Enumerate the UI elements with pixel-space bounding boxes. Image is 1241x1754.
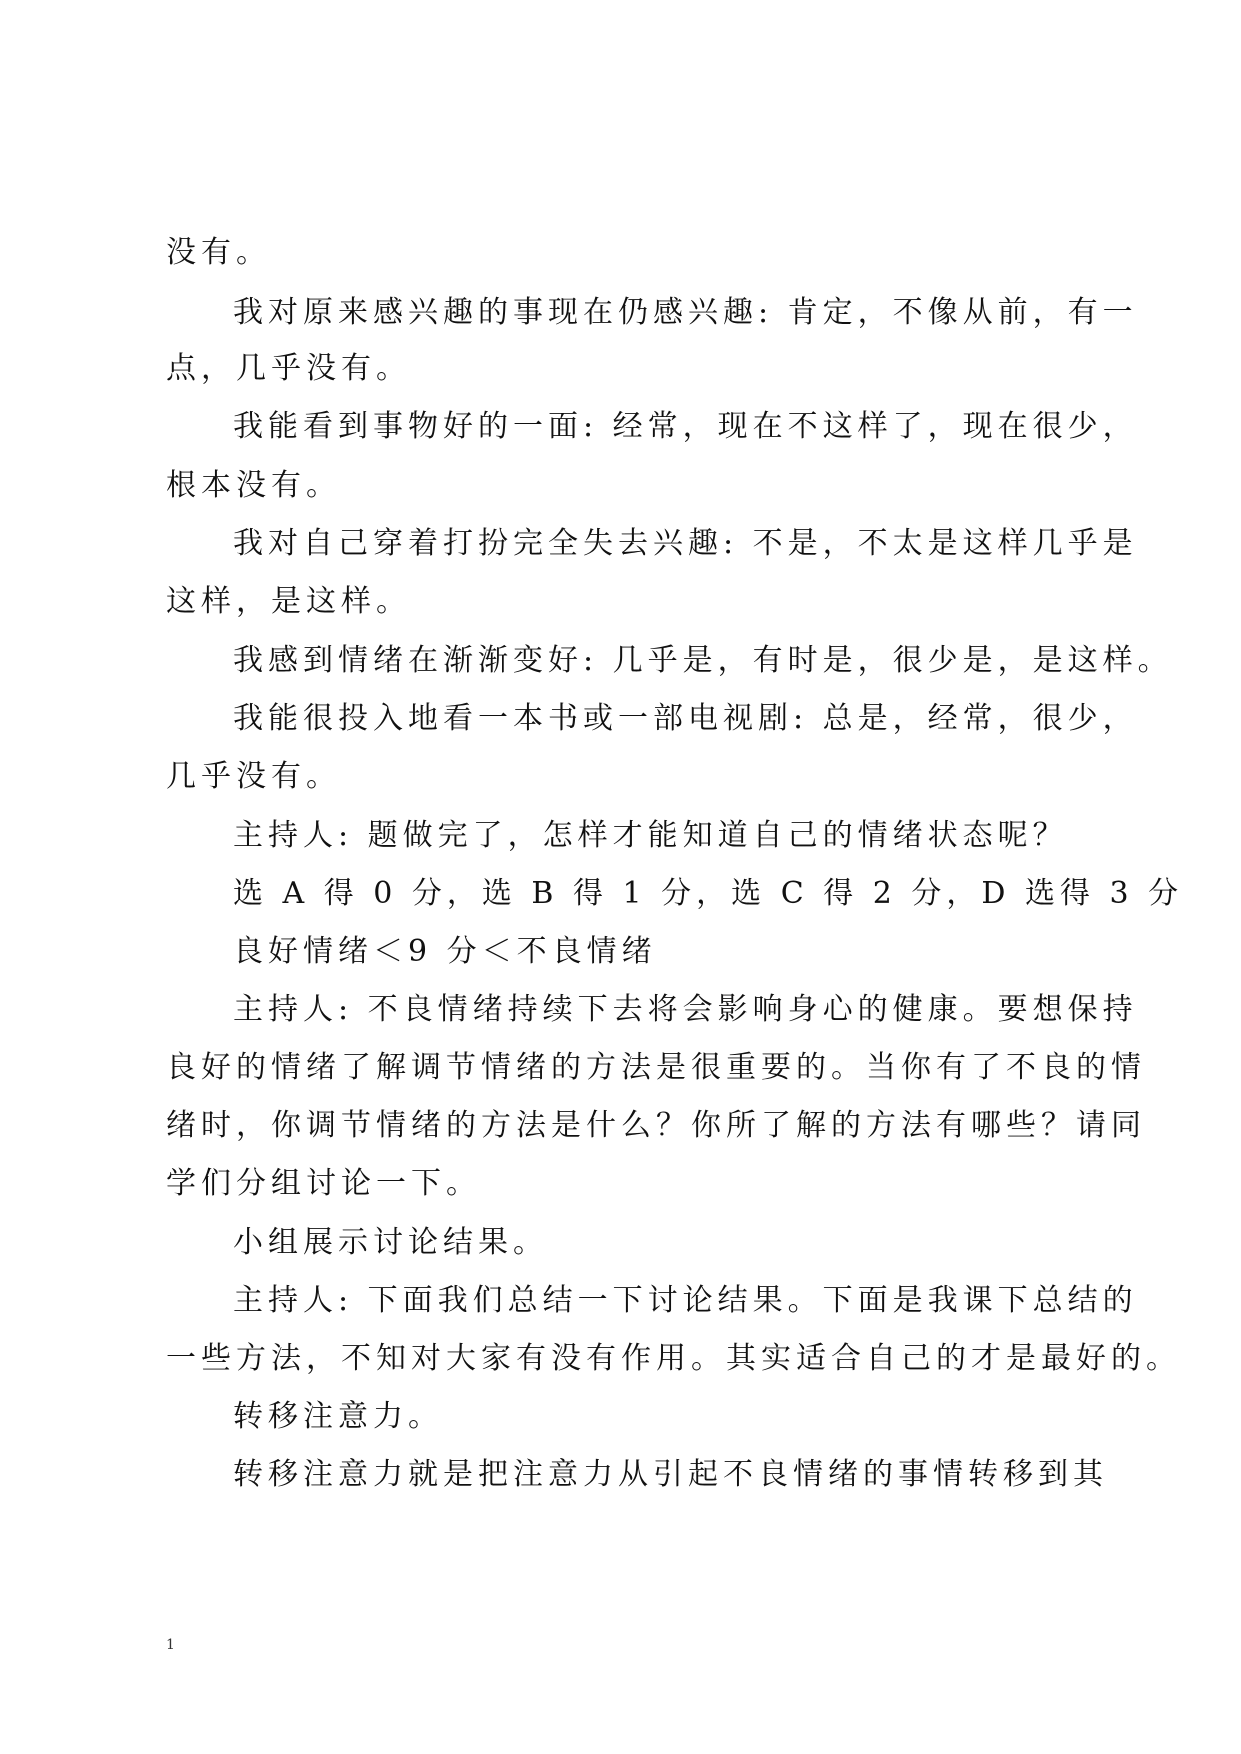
page-number: 1 xyxy=(166,1637,175,1653)
text-line: 我对原来感兴趣的事现在仍感兴趣: 肯定，不像从前，有一 xyxy=(233,295,1138,330)
text-line: 几乎没有。 xyxy=(166,759,341,794)
text-line: 小组展示讨论结果。 xyxy=(233,1225,548,1260)
text-line: 我能很投入地看一本书或一部电视剧: 总是，经常，很少， xyxy=(233,701,1138,736)
text-line: 根本没有。 xyxy=(166,468,341,503)
text-line: 转移注意力。 xyxy=(233,1399,443,1434)
text-line: 主持人: 下面我们总结一下讨论结果。下面是我课下总结的 xyxy=(233,1283,1138,1318)
text-line: 良好情绪＜9 分＜不良情绪 xyxy=(233,934,657,969)
text-line: 主持人: 不良情绪持续下去将会影响身心的健康。要想保持 xyxy=(233,992,1138,1027)
text-line: 选 A 得 0 分，选 B 得 1 分，选 C 得 2 分，D 选得 3 分 xyxy=(233,876,1184,911)
text-line: 绪时，你调节情绪的方法是什么？你所了解的方法有哪些？请同 xyxy=(166,1108,1146,1143)
text-line: 没有。 xyxy=(166,235,271,270)
text-line: 学们分组讨论一下。 xyxy=(166,1166,481,1201)
text-line: 转移注意力就是把注意力从引起不良情绪的事情转移到其 xyxy=(233,1457,1108,1492)
text-line: 良好的情绪了解调节情绪的方法是很重要的。当你有了不良的情 xyxy=(166,1050,1146,1085)
text-line: 点，几乎没有。 xyxy=(166,351,411,386)
text-line: 这样，是这样。 xyxy=(166,584,411,619)
text-line: 我感到情绪在渐渐变好: 几乎是，有时是，很少是，是这样。 xyxy=(233,643,1173,678)
text-line: 我对自己穿着打扮完全失去兴趣: 不是，不太是这样几乎是 xyxy=(233,526,1138,561)
text-line: 主持人: 题做完了，怎样才能知道自己的情绪状态呢？ xyxy=(233,818,1068,853)
text-line: 我能看到事物好的一面: 经常，现在不这样了，现在很少， xyxy=(233,409,1138,444)
text-line: 一些方法，不知对大家有没有作用。其实适合自己的才是最好的。 xyxy=(166,1341,1181,1376)
